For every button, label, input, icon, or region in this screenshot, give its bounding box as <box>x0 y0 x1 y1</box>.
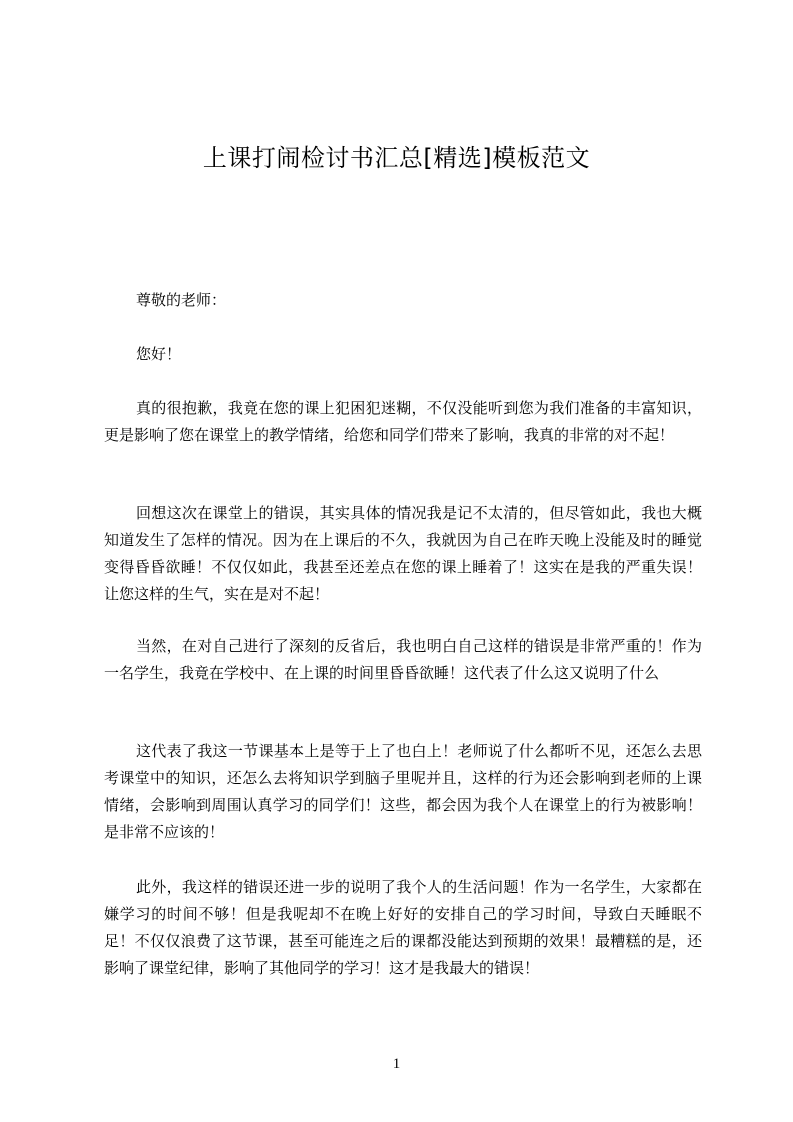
document-title: 上课打闹检讨书汇总[精选]模板范文 <box>202 144 591 172</box>
paragraph-5: 此外，我这样的错误还进一步的说明了我个人的生活问题！作为一名学生，大家都在嫌学习的时间不够！但是我呢却不在晚上好好的安排自己的学习时间，导致白天睡眠不足！不仅仅浪费了这节课，甚至可能连之后的课都没能达到预期的效果！最糟糕的是，还影响了课堂纪律，影响了其他同学的学习！这才是我最大的错误！ <box>104 878 702 977</box>
paragraph-4: 这代表了我这一节课基本上是等于上了也白上！老师说了什么都听不见，还怎么去思考课堂中的知识，还怎么去将知识学到脑子里呢并且，这样的行为还会影响到老师的上课情绪，会影响到周围认真学习的同学们！这些，都会因为我个人在课堂上的行为被影响！是非常不应该的！ <box>104 742 702 841</box>
greeting: 您好！ <box>136 345 182 363</box>
salutation: 尊敬的老师： <box>136 291 227 309</box>
page-number: 1 <box>392 1056 401 1072</box>
paragraph-2: 回想这次在课堂上的错误，其实具体的情况我是记不太清的，但尽管如此，我也大概知道发生了怎样的情况。因为在上课后的不久，我就因为自己在昨天晚上没能及时的睡觉变得昏昏欲睡！不仅仅如此，我甚至还差点在您的课上睡着了！这实在是我的严重失误！让您这样的生气，实在是对不起！ <box>104 504 702 603</box>
paragraph-1: 真的很抱歉，我竟在您的课上犯困犯迷糊，不仅没能听到您为我们准备的丰富知识，更是影响了您在课堂上的教学情绪，给您和同学们带来了影响，我真的非常的对不起！ <box>104 399 702 444</box>
paragraph-3: 当然，在对自己进行了深刻的反省后，我也明白自己这样的错误是非常严重的！作为一名学生，我竟在学校中、在上课的时间里昏昏欲睡！这代表了什么这又说明了什么 <box>104 637 702 682</box>
